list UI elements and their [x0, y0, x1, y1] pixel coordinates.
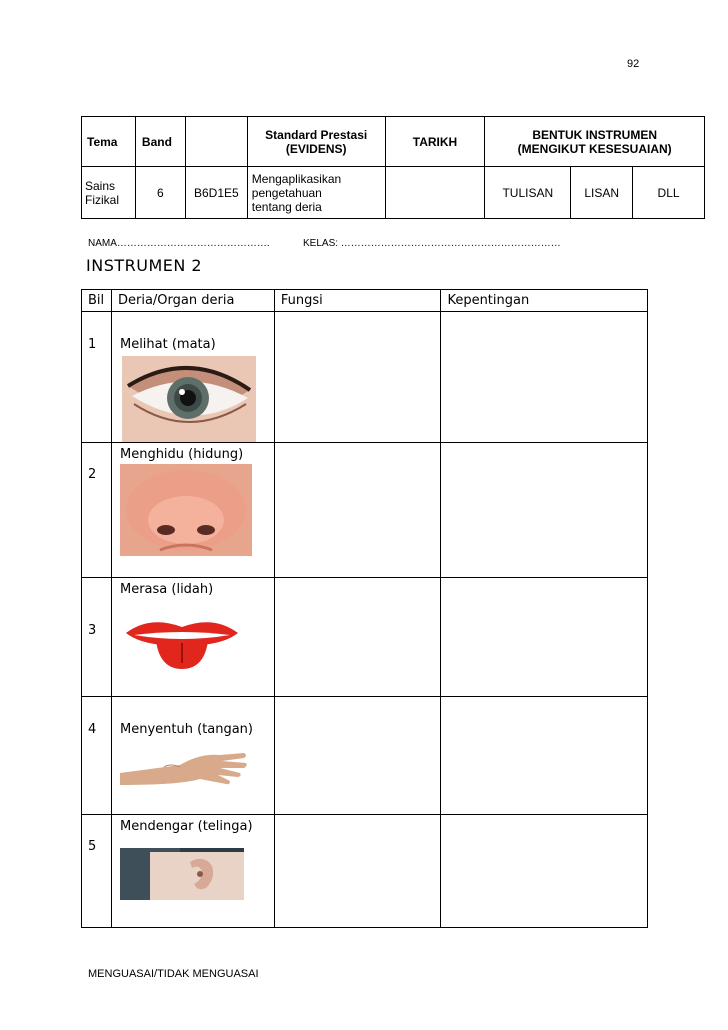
col-bentuk-instrumen [485, 117, 705, 167]
ear-image [120, 848, 244, 900]
row-fungsi[interactable] [274, 815, 441, 928]
row-bil: 1 [82, 312, 112, 443]
instrumen-title: INSTRUMEN 2 [86, 256, 203, 275]
header-bil: Bil [82, 290, 112, 312]
row-organ [111, 578, 274, 697]
row-fungsi[interactable] [274, 578, 441, 697]
standard-label: Standard Prestasi [265, 127, 368, 142]
evidens-line2: pengetahuan [251, 185, 322, 200]
bentuk-lisan: LISAN [571, 167, 633, 219]
evidens-line3: tentang deria [251, 199, 322, 214]
col-standard-prestasi [247, 117, 385, 167]
code-cell: B6D1E5 [185, 167, 247, 219]
table-row [82, 578, 648, 697]
assessment-header-table [81, 116, 705, 219]
tema-cell [82, 167, 136, 219]
tema-line2: Fizikal [85, 192, 120, 207]
organ-label: Mendengar (telinga) [119, 819, 253, 834]
evidens-line1: Mengaplikasikan [251, 171, 342, 186]
header-kepentingan: Kepentingan [441, 290, 648, 312]
col-band: Band [135, 117, 185, 167]
row-fungsi[interactable] [274, 443, 441, 578]
bentuk-tulisan: TULISAN [485, 167, 571, 219]
hand-image [120, 745, 250, 791]
row-kepentingan[interactable] [441, 443, 648, 578]
bentuk-label: BENTUK INSTRUMEN [532, 127, 658, 142]
table-header-row [82, 290, 648, 312]
row-kepentingan[interactable] [441, 312, 648, 443]
col-code [185, 117, 247, 167]
row-fungsi[interactable] [274, 697, 441, 815]
row-bil: 3 [82, 578, 112, 697]
row-bil: 2 [82, 443, 112, 578]
evidens-cell [247, 167, 385, 219]
row-organ [111, 443, 274, 578]
table-row [82, 815, 648, 928]
bentuk-dll: DLL [633, 167, 705, 219]
tarikh-cell[interactable] [385, 167, 485, 219]
row-kepentingan[interactable] [441, 697, 648, 815]
row-fungsi[interactable] [274, 312, 441, 443]
row-organ [111, 697, 274, 815]
header-fungsi: Fungsi [274, 290, 441, 312]
row-organ [111, 815, 274, 928]
band-cell: 6 [135, 167, 185, 219]
row-kepentingan[interactable] [441, 815, 648, 928]
footer-assessment: MENGUASAI/TIDAK MENGUASAI [88, 968, 259, 980]
header-value-row [82, 167, 705, 219]
nose-image [120, 464, 252, 556]
tema-line1: Sains [85, 178, 116, 193]
mengikut-label: (MENGIKUT KESESUAIAN) [517, 141, 672, 156]
header-deria: Deria/Organ deria [111, 290, 274, 312]
organ-label: Melihat (mata) [119, 337, 216, 352]
row-kepentingan[interactable] [441, 578, 648, 697]
col-tema: Tema [82, 117, 136, 167]
table-row [82, 443, 648, 578]
organ-label: Merasa (lidah) [119, 582, 214, 597]
row-bil: 5 [82, 815, 112, 928]
nama-field[interactable]: NAMA………………………………………. [88, 238, 270, 249]
senses-table [81, 289, 648, 928]
col-tarikh: TARIKH [385, 117, 485, 167]
row-organ [111, 312, 274, 443]
kelas-field[interactable]: KELAS: ………………………………………………………… [303, 238, 561, 249]
page-number: 92 [627, 58, 640, 70]
tongue-image [120, 613, 244, 671]
row-bil: 4 [82, 697, 112, 815]
eye-image [122, 356, 256, 442]
organ-label: Menyentuh (tangan) [119, 722, 253, 737]
header-row [82, 117, 705, 167]
table-row [82, 312, 648, 443]
evidens-label: (EVIDENS) [285, 141, 347, 156]
organ-label: Menghidu (hidung) [119, 447, 244, 462]
table-row [82, 697, 648, 815]
